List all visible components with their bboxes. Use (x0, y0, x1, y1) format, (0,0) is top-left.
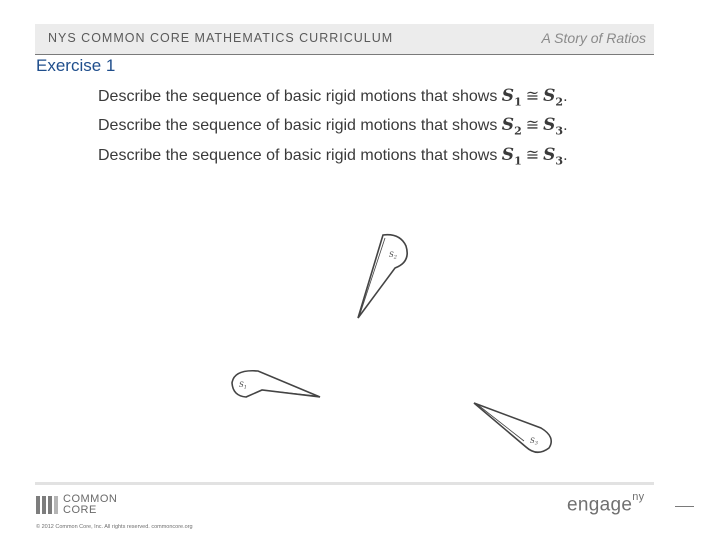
congruent-symbol: ≅ (525, 86, 540, 105)
congruent-symbol: ≅ (525, 115, 540, 134)
math-left: $S_1$ (501, 145, 522, 168)
math-right: $S_3$ (543, 145, 564, 168)
footer-side-rule (675, 506, 694, 507)
prompt-end: . (563, 88, 568, 105)
prompt-end: . (563, 117, 568, 134)
prompt-text: Describe the sequence of basic rigid motions that shows (98, 117, 498, 134)
prompt-text: Describe the sequence of basic rigid motions that shows (98, 88, 498, 105)
shape-s1 (232, 371, 320, 397)
curriculum-title: NYS COMMON CORE MATHEMATICS CURRICULUM (48, 31, 394, 45)
exercise-title: Exercise 1 (36, 56, 116, 75)
prompt-3 (98, 145, 568, 169)
math-left: $S_1$ (501, 86, 522, 109)
engageny-logo: engage$^{ny}$ (567, 491, 645, 516)
prompt-text: Describe the sequence of basic rigid motions that shows (98, 147, 498, 164)
shape-label-s3: $S_3$ (530, 437, 538, 447)
header-bar (35, 24, 654, 55)
shape-s3 (474, 403, 551, 452)
prompt-2 (98, 115, 568, 139)
common-core-logo (36, 494, 136, 518)
shape-s2 (358, 235, 407, 318)
footer-divider (35, 482, 654, 485)
copyright-notice: © 2012 Common Core, Inc. All rights reserved. commoncore.org (36, 524, 193, 530)
series-title: A Story of Ratios (541, 30, 646, 46)
math-right: $S_2$ (543, 86, 564, 109)
prompt-end: . (563, 147, 568, 164)
math-right: $S_3$ (543, 115, 564, 138)
shape-label-s2: $S_2$ (389, 251, 397, 261)
prompt-1 (98, 86, 568, 110)
common-core-wordmark: COMMON CORE (63, 493, 118, 516)
math-left: $S_2$ (501, 115, 522, 138)
shape-label-s1: $S_1$ (239, 381, 247, 391)
congruent-symbol: ≅ (525, 145, 540, 164)
